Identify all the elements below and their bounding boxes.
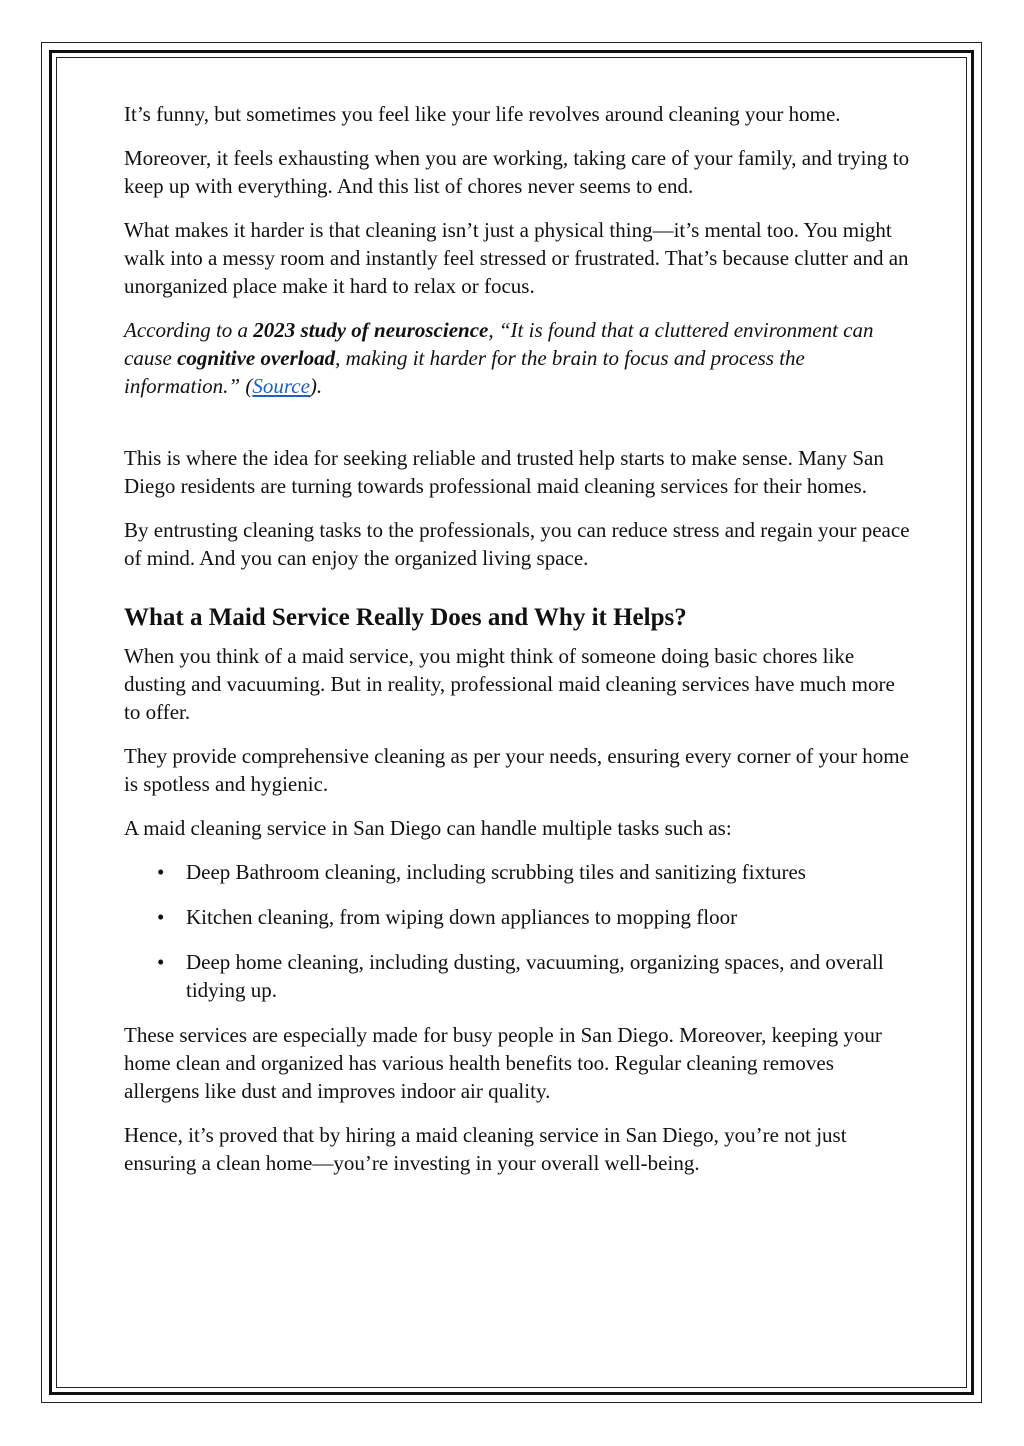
quote-study: 2023 study of neuroscience — [253, 318, 489, 342]
quote-tail: , making it harder for the brain to focus and process the information.” ( — [124, 346, 805, 398]
quote-term: cognitive overload — [177, 346, 336, 370]
quote-end: ). — [309, 374, 323, 398]
paragraph-busy-people: These services are especially made for busy people in San Diego. Moreover, keeping your home clean and organized has various health benefits too. Regular cleaning removes allergens like dust and improves indoor air quality. — [124, 1023, 882, 1103]
bullet-icon: • — [157, 950, 165, 974]
paragraph-tasks-intro: A maid cleaning service in San Diego can handle multiple tasks such as: — [124, 816, 732, 840]
paragraph-exhausting: Moreover, it feels exhausting when you are working, taking care of your family, and trying to keep up with everything. And this list of chores never seems to end. — [124, 146, 910, 198]
list-item-text: Kitchen cleaning, from wiping down appliances to mopping floor — [186, 905, 738, 929]
paragraph-intro: It’s funny, but sometimes you feel like your life revolves around cleaning your home. — [124, 102, 841, 126]
list-item-text: Deep home cleaning, including dusting, vacuuming, organizing spaces, and overall tidying up. — [186, 950, 884, 1002]
section-heading: What a Maid Service Really Does and Why it Helps? — [124, 604, 687, 631]
quote-lead: According to a — [124, 318, 254, 342]
paragraph-conclusion: Hence, it’s proved that by hiring a maid cleaning service in San Diego, you’re not just ensuring a clean home—you’re investing in your overall well-being. — [124, 1123, 847, 1175]
bullet-icon: • — [157, 860, 165, 884]
study-quote — [124, 316, 914, 400]
tasks-list — [124, 858, 914, 1004]
list-item — [124, 903, 914, 931]
quote-mid: , “It is found that a cluttered environment can cause — [124, 318, 874, 370]
paragraph-mental: What makes it harder is that cleaning isn’t just a physical thing—it’s mental too. You might walk into a messy room and instantly feel stressed or frustrated. That’s because clutter and an unorganized place make it hard to relax or focus. — [124, 218, 909, 298]
article-body — [124, 100, 914, 1193]
paragraph-comprehensive: They provide comprehensive cleaning as per your needs, ensuring every corner of your home is spotless and hygienic. — [124, 744, 909, 796]
paragraph-entrusting: By entrusting cleaning tasks to the professionals, you can reduce stress and regain your peace of mind. And you can enjoy the organized living space. — [124, 518, 910, 570]
source-link[interactable]: Source — [252, 374, 310, 398]
list-item-text: Deep Bathroom cleaning, including scrubbing tiles and sanitizing fixtures — [186, 860, 806, 884]
paragraph-maid-service: When you think of a maid service, you might think of someone doing basic chores like dusting and vacuuming. But in reality, professional maid cleaning services have much more to offer. — [124, 644, 895, 724]
paragraph-reliable-help: This is where the idea for seeking reliable and trusted help starts to make sense. Many San Diego residents are turning towards professional maid cleaning services for their homes. — [124, 446, 884, 498]
bullet-icon: • — [157, 905, 165, 929]
list-item — [124, 948, 914, 1004]
list-item — [124, 858, 914, 886]
